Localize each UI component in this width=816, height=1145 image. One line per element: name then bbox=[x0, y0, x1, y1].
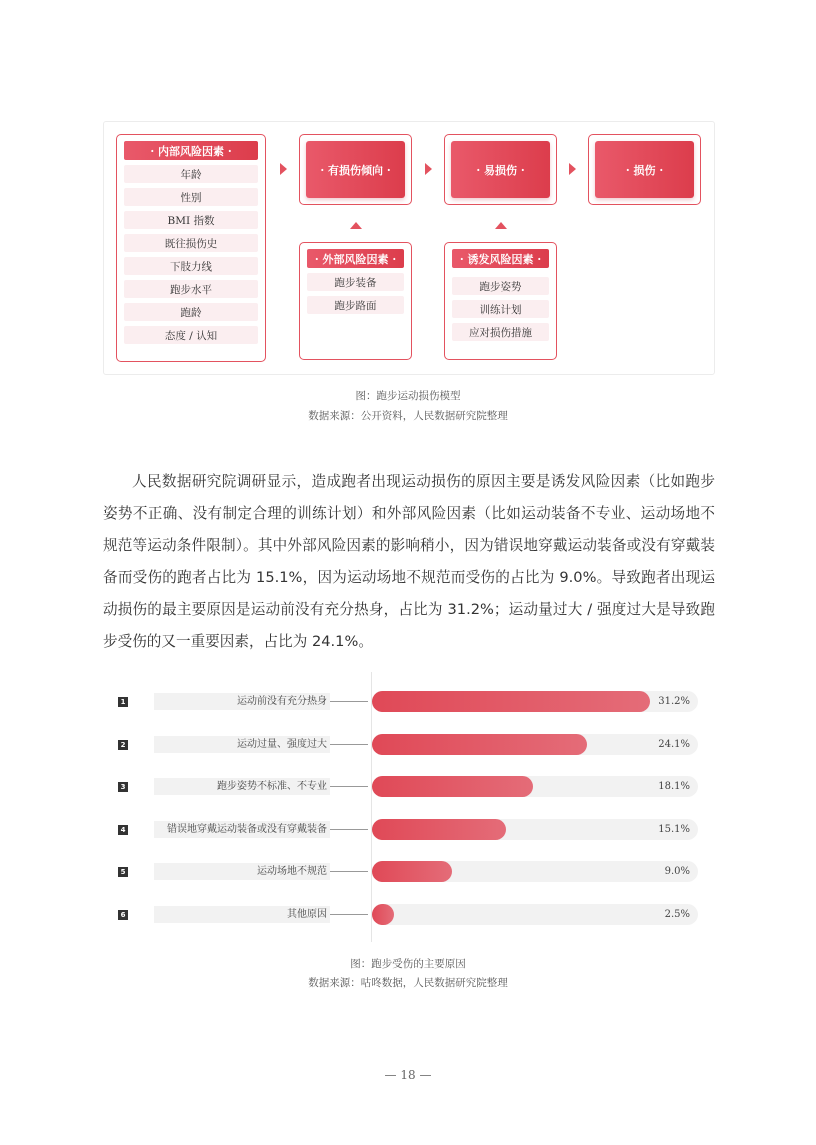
category-label-text: 运动前没有充分热身 bbox=[237, 696, 327, 707]
data-label: 24.1% bbox=[658, 738, 690, 750]
list-item: 跑步装备 bbox=[307, 273, 404, 291]
category-label bbox=[154, 863, 330, 880]
tendency-box bbox=[299, 134, 412, 205]
injury-title: · 损伤 · bbox=[595, 141, 694, 198]
internal-risk-box bbox=[116, 134, 266, 362]
list-item: 态度 / 认知 bbox=[124, 326, 258, 344]
diagram-source: 数据来源：公开资料，人民数据研究院整理 bbox=[308, 410, 508, 422]
list-item: 训练计划 bbox=[452, 300, 549, 318]
list-item: 跑龄 bbox=[124, 303, 258, 321]
external-risk-box bbox=[299, 242, 412, 360]
category-label bbox=[154, 821, 330, 838]
label-connector bbox=[330, 871, 368, 872]
chart-caption: 图：跑步受伤的主要原因 bbox=[350, 958, 466, 970]
list-item: 跑步路面 bbox=[307, 296, 404, 314]
list-item: 跑步水平 bbox=[124, 280, 258, 298]
arrow-right-icon bbox=[569, 163, 576, 175]
rank-badge: 6 bbox=[118, 910, 128, 920]
trigger-risk-title: · 诱发风险因素 · bbox=[452, 249, 549, 268]
rank-badge: 4 bbox=[118, 825, 128, 835]
data-label: 2.5% bbox=[664, 909, 690, 920]
label-connector bbox=[330, 914, 368, 915]
injury-model-diagram bbox=[103, 121, 715, 375]
label-connector bbox=[330, 786, 368, 787]
label-connector bbox=[330, 829, 368, 830]
rank-badge: 2 bbox=[118, 740, 128, 750]
data-label: 9.0% bbox=[664, 866, 690, 878]
category-label-text: 运动过量、强度过大 bbox=[237, 738, 327, 750]
category-label-text: 跑步姿势不标准、不专业 bbox=[217, 781, 327, 793]
label-connector bbox=[330, 744, 368, 745]
bar bbox=[372, 861, 452, 882]
injury-box bbox=[588, 134, 701, 205]
trigger-risk-list bbox=[452, 277, 549, 346]
category-label bbox=[154, 778, 330, 795]
page-number: — 18 — bbox=[384, 1068, 432, 1082]
chart-axis-line bbox=[371, 672, 372, 942]
list-item: 应对损伤措施 bbox=[452, 323, 549, 341]
bar bbox=[372, 691, 650, 712]
list-item: 跑步姿势 bbox=[452, 277, 549, 295]
rank-badge: 1 bbox=[118, 697, 128, 707]
body-paragraph: 人民数据研究院调研显示，造成跑者出现运动损伤的原因主要是诱发风险因素（比如跑步姿势不正确、没有制定合理的训练计划）和外部风险因素（比如运动装备不专业、运动场地不规范等运动条件限制）。其中外部风险因素的影响稍小，因为错误地穿戴运动装备或没有穿戴装备而受伤的跑者占比为 15.1%，因为运动场地不规范而受伤的占比为 9.0%。导致跑者出现运动损伤的最主要原因是运动前没有充分热身，占比为 31.2%；运动量过大 / 强度过大是导致跑步受伤的又一重要因素，占比为 24.1%。 bbox=[103, 473, 715, 650]
internal-risk-list bbox=[124, 165, 258, 349]
arrow-up-icon bbox=[350, 222, 362, 229]
bar bbox=[372, 776, 533, 797]
bar bbox=[372, 819, 506, 840]
arrow-right-icon bbox=[280, 163, 287, 175]
data-label: 31.2% bbox=[658, 696, 690, 707]
data-label: 15.1% bbox=[658, 823, 690, 835]
external-risk-list bbox=[307, 273, 404, 319]
list-item: 年龄 bbox=[124, 165, 258, 183]
list-item: 下肢力线 bbox=[124, 257, 258, 275]
internal-risk-title: · 内部风险因素 · bbox=[124, 141, 258, 160]
susceptible-box bbox=[444, 134, 557, 205]
list-item: 既往损伤史 bbox=[124, 234, 258, 252]
diagram-caption: 图：跑步运动损伤模型 bbox=[355, 390, 461, 402]
category-label bbox=[154, 736, 330, 753]
category-label-text: 其他原因 bbox=[287, 909, 327, 920]
category-label-text: 错误地穿戴运动装备或没有穿戴装备 bbox=[167, 823, 327, 835]
chart-source: 数据来源：咕咚数据，人民数据研究院整理 bbox=[308, 977, 508, 989]
rank-badge: 3 bbox=[118, 782, 128, 792]
susceptible-title: · 易损伤 · bbox=[451, 141, 550, 198]
category-label-text: 运动场地不规范 bbox=[257, 866, 327, 878]
trigger-risk-box bbox=[444, 242, 557, 360]
bar bbox=[372, 734, 587, 755]
arrow-up-icon bbox=[495, 222, 507, 229]
external-risk-title: · 外部风险因素 · bbox=[307, 249, 404, 268]
data-label: 18.1% bbox=[658, 781, 690, 793]
label-connector bbox=[330, 701, 368, 702]
category-label bbox=[154, 906, 330, 923]
rank-badge: 5 bbox=[118, 867, 128, 877]
tendency-title: · 有损伤倾向 · bbox=[306, 141, 405, 198]
list-item: 性别 bbox=[124, 188, 258, 206]
category-label bbox=[154, 693, 330, 710]
list-item: BMI 指数 bbox=[124, 211, 258, 229]
arrow-right-icon bbox=[425, 163, 432, 175]
bar bbox=[372, 904, 394, 925]
